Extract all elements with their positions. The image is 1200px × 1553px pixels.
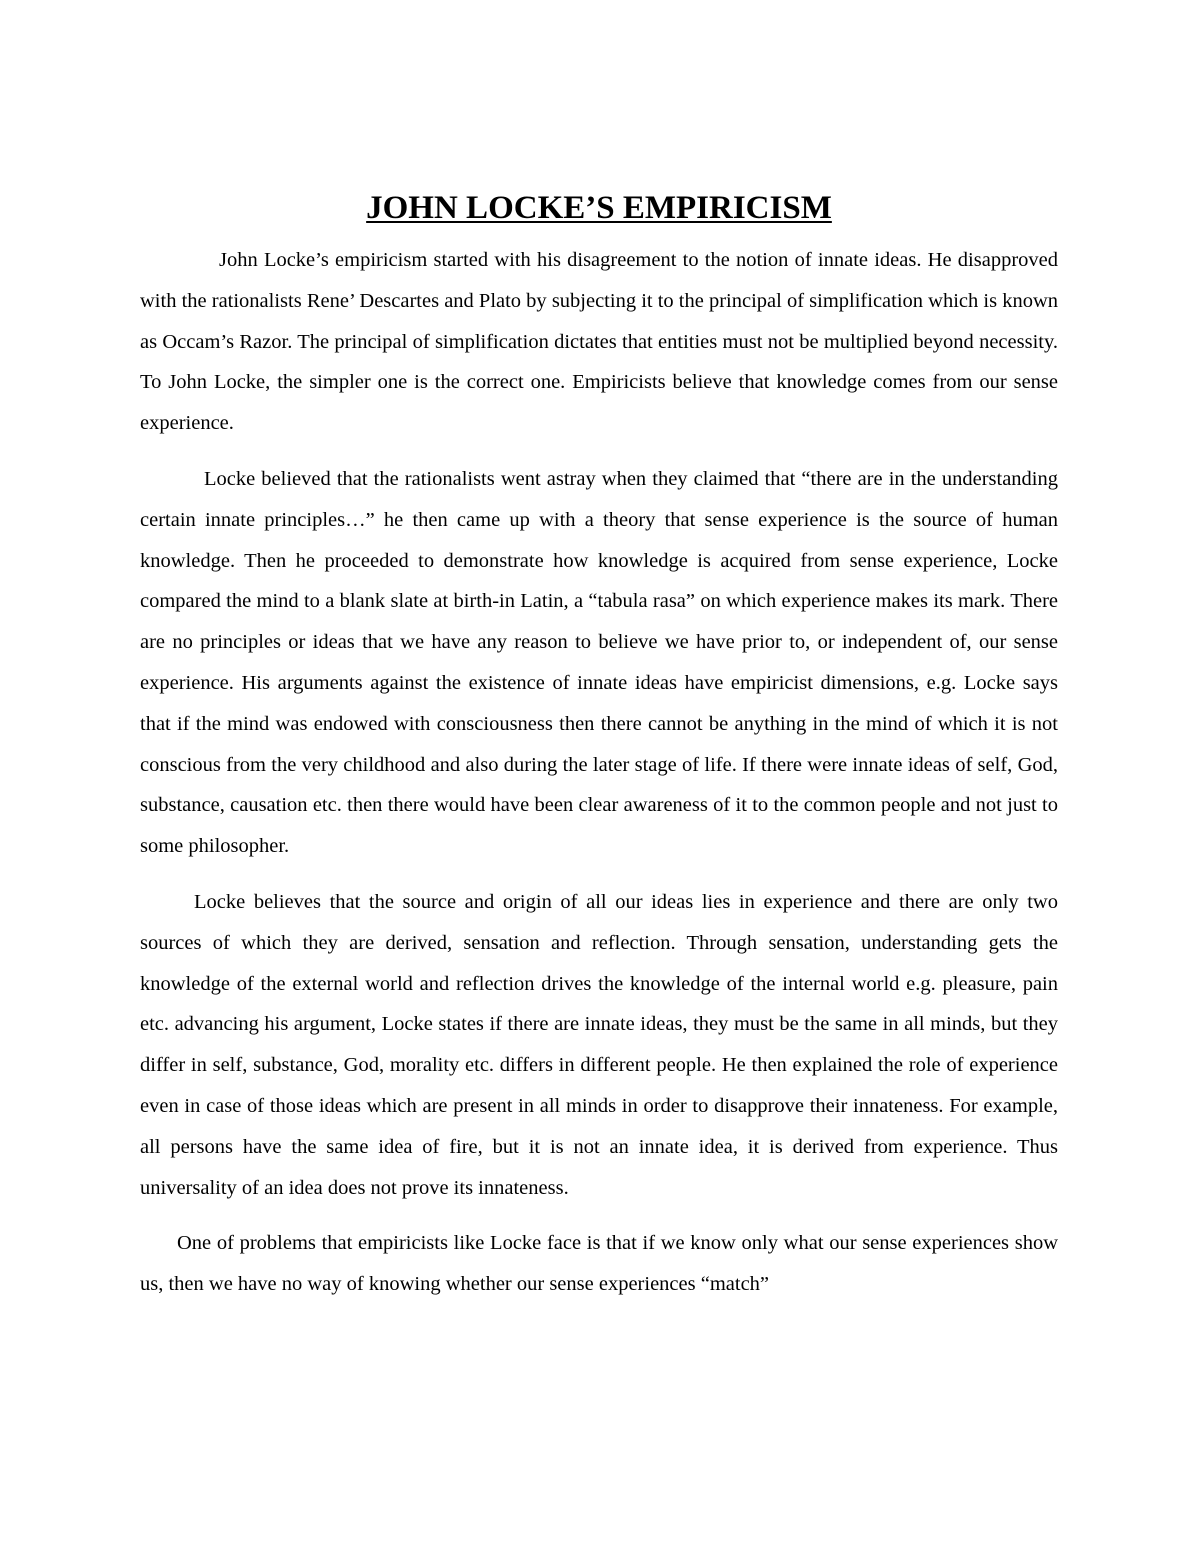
- document-title: JOHN LOCKE’S EMPIRICISM: [366, 190, 832, 226]
- paragraph-2: Locke believed that the rationalists went astray when they claimed that “there are in the understanding certain innate principles…” he then came up with a theory that sense experience is the source of human knowledge. Then he proceeded to demonstrate how knowledge is acquired from sense experience, Locke compared the mind to a blank slate at birth-in Latin, a “tabula rasa” on which experience makes its mark. There are no principles or ideas that we have any reason to believe we have prior to, or independent of, our sense experience. His arguments against the existence of innate ideas have empiricist dimensions, e.g. Locke says that if the mind was endowed with consciousness then there cannot be anything in the mind of which it is not conscious from the very childhood and also during the later stage of life. If there were innate ideas of self, God, substance, causation etc. then there would have been clear awareness of it to the common people and not just to some philosopher.: [140, 467, 1058, 858]
- paragraph-4: One of problems that empiricists like Locke face is that if we know only what our sense experiences show us, then we have no way of knowing whether our sense experiences “match”: [140, 1232, 1058, 1296]
- paragraph-3: Locke believes that the source and origin of all our ideas lies in experience and there are only two sources of which they are derived, sensation and reflection. Through sensation, understanding gets the knowledge of the external world and reflection drives the knowledge of the internal world e.g. pleasure, pain etc. advancing his argument, Locke states if there are innate ideas, they must be the same in all minds, but they differ in self, substance, God, morality etc. differs in different people. He then explained the role of experience even in case of those ideas which are present in all minds in order to disapprove their innateness. For example, all persons have the same idea of fire, but it is not an innate idea, it is derived from experience. Thus universality of an idea does not prove its innateness.: [140, 890, 1058, 1199]
- paragraph-1: John Locke’s empiricism started with his disagreement to the notion of innate ideas. He disapproved with the rationalists Rene’ Descartes and Plato by subjecting it to the principal of simplification which is known as Occam’s Razor. The principal of simplification dictates that entities must not be multiplied beyond necessity. To John Locke, the simpler one is the correct one. Empiricists believe that knowledge comes from our sense experience.: [140, 249, 1058, 435]
- document-body: [140, 240, 1058, 1305]
